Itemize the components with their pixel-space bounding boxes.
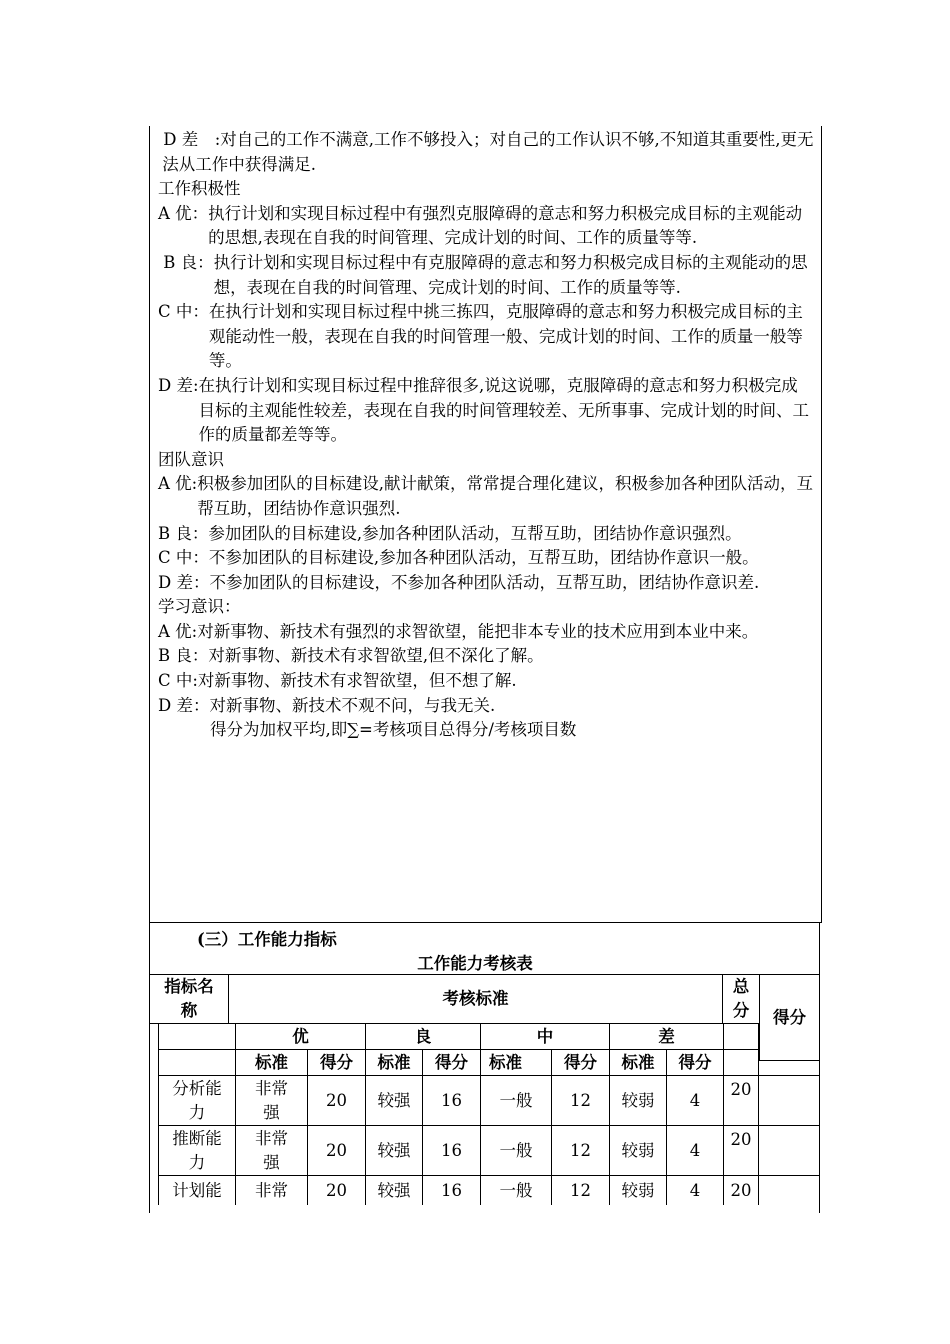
sub-blank bbox=[158, 1049, 236, 1076]
row3-c bbox=[480, 1175, 552, 1205]
initiative-a: A 优： 执行计划和实现目标过程中有强烈克服障碍的意志和努力积极完成目标的主观能动的思想,表现在自我的时间管理、完成计划的时间、工作的质量等等. bbox=[158, 203, 803, 248]
sub-score-d: 得分 bbox=[666, 1049, 724, 1076]
row3-cs bbox=[551, 1175, 610, 1205]
row3-total bbox=[723, 1175, 759, 1205]
row2-total bbox=[723, 1125, 759, 1176]
row1-d bbox=[609, 1075, 667, 1126]
criteria-block bbox=[158, 128, 814, 743]
cell-text: 较强 bbox=[377, 1140, 411, 1160]
initiative-heading: 工作积极性 bbox=[158, 179, 241, 199]
sub-score-b: 得分 bbox=[422, 1049, 481, 1076]
row3-d bbox=[609, 1175, 667, 1205]
cell-text: 16 bbox=[441, 1090, 462, 1110]
cell-text: 20 bbox=[326, 1180, 347, 1200]
initiative-b: B 良： 执行计划和实现目标过程中有克服障碍的意志和努力积极完成目标的主观能动的思想，表现在自我的时间管理、完成计划的时间、工作的质量等等. bbox=[158, 252, 808, 297]
row2-ds bbox=[666, 1125, 724, 1176]
cell-text: 较弱 bbox=[621, 1180, 655, 1200]
row2-score-blank bbox=[758, 1125, 820, 1176]
cell-text: 较弱 bbox=[621, 1090, 655, 1110]
cell-text: 分析能力 bbox=[172, 1078, 222, 1122]
learning-b: B 良：对新事物、新技术有求智欲望,但不深化了解。 bbox=[158, 646, 544, 666]
cell-text: 一般 bbox=[499, 1090, 533, 1110]
cell-text: 4 bbox=[689, 1090, 701, 1110]
row2-a bbox=[235, 1125, 308, 1176]
learning-c: C 中:对新事物、新技术有求智欲望，但不想了解. bbox=[158, 671, 517, 691]
row2-cs bbox=[551, 1125, 610, 1176]
row1-as bbox=[307, 1075, 366, 1126]
cell-text: 较强 bbox=[377, 1090, 411, 1110]
cell-text: 16 bbox=[441, 1140, 462, 1160]
section-title: (三）工作能力指标 bbox=[197, 930, 337, 949]
row2-as bbox=[307, 1125, 366, 1176]
row3-as bbox=[307, 1175, 366, 1205]
cell-text: 非常强 bbox=[255, 1078, 288, 1122]
row1-c bbox=[480, 1075, 552, 1126]
cell-text: 20 bbox=[730, 1180, 752, 1200]
header-score: 得分 bbox=[759, 974, 820, 1061]
row1-a bbox=[235, 1075, 308, 1126]
cell-text: 12 bbox=[570, 1090, 591, 1110]
team-heading: 团队意识 bbox=[158, 449, 224, 469]
row2-d bbox=[609, 1125, 667, 1176]
row1-b bbox=[365, 1075, 423, 1126]
initiative-d: D 差: 在执行计划和实现目标过程中推辞很多,说这说哪，克服障碍的意志和努力积极完成目标的主观能性较差，表现在自我的时间管理较差、无所事事、完成计划的时间、工作的质量都差等等。 bbox=[158, 375, 810, 445]
learning-a: A 优:对新事物、新技术有强烈的求智欲望，能把非本专业的技术应用到本业中来。 bbox=[158, 621, 759, 641]
score-note: 得分为加权平均,即∑=考核项目总得分/考核项目数 bbox=[210, 720, 577, 740]
row2-bs bbox=[422, 1125, 481, 1176]
sub-standard-a: 标准 bbox=[235, 1049, 308, 1076]
cell-text: 较弱 bbox=[621, 1140, 655, 1160]
level-c: 中 bbox=[480, 1023, 610, 1050]
header-standard: 考核标准 bbox=[228, 974, 723, 1024]
row1-total bbox=[723, 1075, 759, 1126]
row1-name bbox=[158, 1075, 236, 1126]
row3-name bbox=[158, 1175, 236, 1205]
team-d: D 差： 不参加团队的目标建设，不参加各种团队活动，互帮互助，团结协作意识差. bbox=[158, 572, 760, 592]
cell-text: 一般 bbox=[499, 1140, 533, 1160]
row3-a bbox=[235, 1175, 308, 1205]
row1-score-blank bbox=[758, 1075, 820, 1126]
sub-standard-c: 标准 bbox=[480, 1049, 552, 1076]
cell-text: 12 bbox=[570, 1140, 591, 1160]
row1-ds bbox=[666, 1075, 724, 1126]
team-b: B 良： 参加团队的目标建设,参加各种团队活动，互帮互助，团结协作意识强烈。 bbox=[158, 523, 742, 543]
cell-text: 较强 bbox=[377, 1180, 411, 1200]
row2-name bbox=[158, 1125, 236, 1176]
cell-text: 12 bbox=[570, 1180, 591, 1200]
table-title: 工作能力考核表 bbox=[417, 954, 533, 973]
row1-bs bbox=[422, 1075, 481, 1126]
row2-c bbox=[480, 1125, 552, 1176]
sub-score-c: 得分 bbox=[551, 1049, 610, 1076]
team-c: C 中： 不参加团队的目标建设,参加各种团队活动，互帮互助，团结协作意识一般。 bbox=[158, 548, 759, 568]
row3-b bbox=[365, 1175, 423, 1205]
row1-cs bbox=[551, 1075, 610, 1126]
cell-text: 20 bbox=[730, 1080, 752, 1099]
sub-score-a: 得分 bbox=[307, 1049, 366, 1076]
table-right-border bbox=[819, 1060, 820, 1213]
header-indicator: 指标名称 bbox=[149, 974, 229, 1024]
sub-standard-d: 标准 bbox=[609, 1049, 667, 1076]
cell-text: 20 bbox=[730, 1130, 752, 1149]
level-b: 良 bbox=[365, 1023, 481, 1050]
header-total: 总分 bbox=[722, 974, 760, 1024]
cell-text: 一般 bbox=[499, 1180, 533, 1200]
cell-text: 16 bbox=[441, 1180, 462, 1200]
sub-standard-b: 标准 bbox=[365, 1049, 423, 1076]
initiative-c: C 中： 在执行计划和实现目标过程中挑三拣四，克服障碍的意志和努力积极完成目标的主观能动性一般，表现在自我的时间管理一般、完成计划的时间、工作的质量一般等等。 bbox=[158, 302, 803, 371]
d-level-self: D 差 : 对自己的工作不满意,工作不够投入；对自己的工作认识不够,不知道其重要性,更无法从工作中获得满足. bbox=[158, 130, 814, 174]
cell-text: 20 bbox=[326, 1140, 347, 1160]
cell-text: 推断能力 bbox=[172, 1128, 222, 1172]
cell-text: 计划能 bbox=[172, 1180, 222, 1200]
row2-b bbox=[365, 1125, 423, 1176]
row3-ds bbox=[666, 1175, 724, 1205]
table-left-border bbox=[149, 1023, 150, 1213]
level-total-blank bbox=[723, 1023, 759, 1050]
cell-text: 4 bbox=[689, 1180, 701, 1200]
row3-score-blank bbox=[758, 1175, 820, 1205]
cell-text: 非常 bbox=[255, 1180, 288, 1200]
sub-total-blank bbox=[723, 1049, 759, 1076]
row3-bs bbox=[422, 1175, 481, 1205]
level-d: 差 bbox=[609, 1023, 724, 1050]
cell-text: 20 bbox=[326, 1090, 347, 1110]
learning-heading: 学习意识： bbox=[158, 597, 241, 617]
cell-text: 4 bbox=[689, 1140, 701, 1160]
team-a: A 优: 积极参加团队的目标建设,献计献策，常常提合理化建议，积极参加各种团队活动，互帮互助，团结协作意识强烈. bbox=[158, 474, 813, 518]
level-blank bbox=[158, 1023, 236, 1050]
level-a: 优 bbox=[235, 1023, 366, 1050]
learning-d: D 差：对新事物、新技术不观不问，与我无关. bbox=[158, 695, 496, 715]
cell-text: 非常强 bbox=[255, 1128, 288, 1172]
